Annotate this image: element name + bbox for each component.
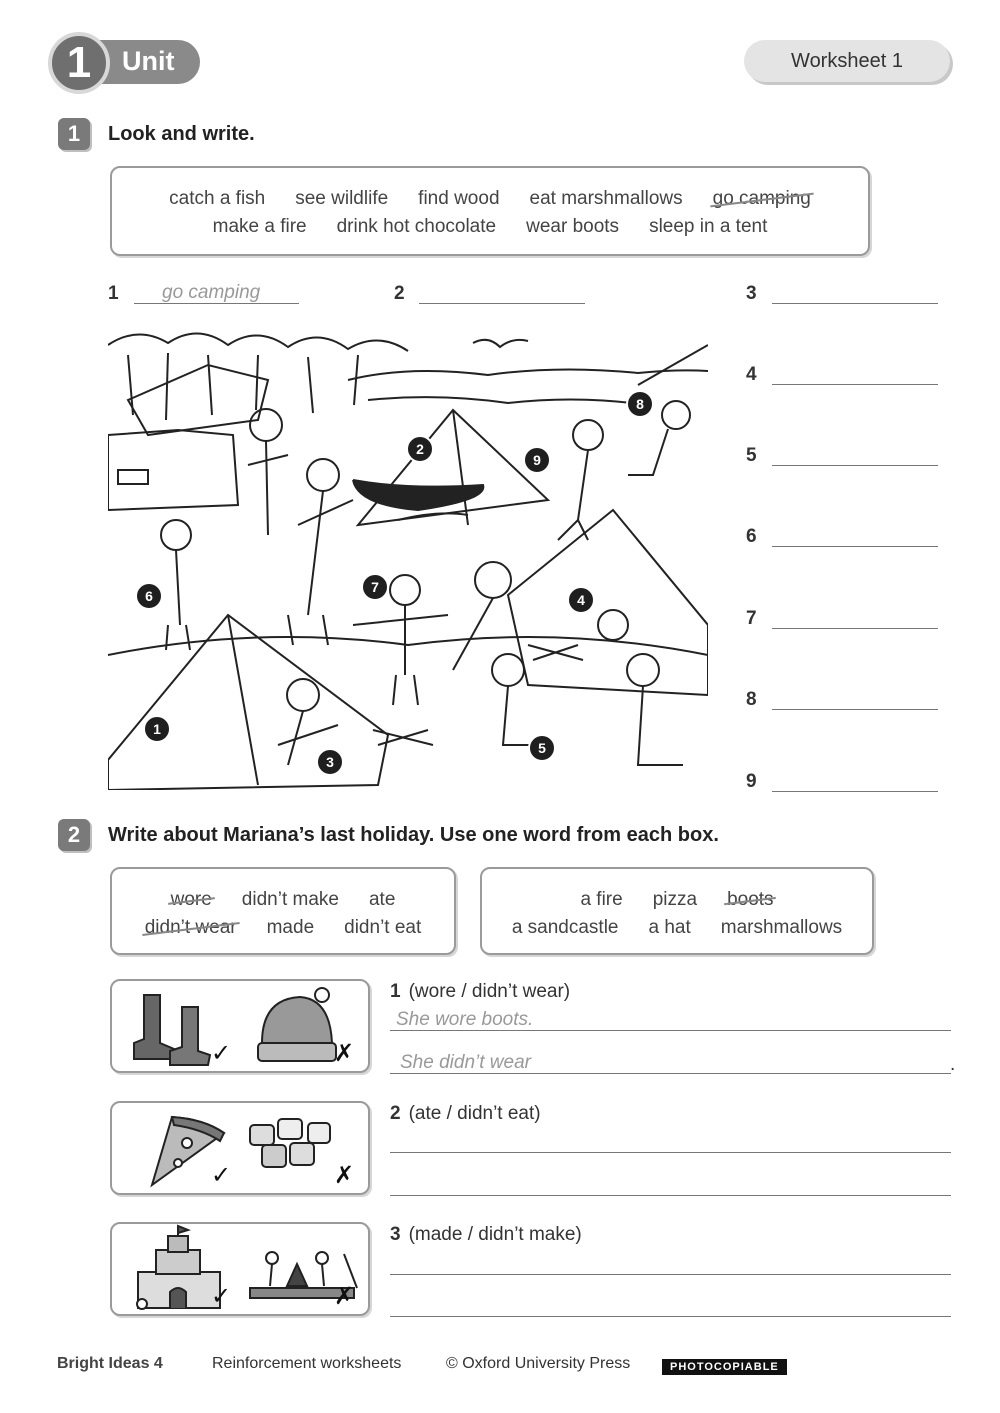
item-3-number: 3 (390, 1224, 401, 1245)
verb-box-row-1 (112, 889, 454, 911)
footer-series: Reinforcement worksheets (212, 1355, 402, 1372)
word-box-row-2 (112, 216, 868, 238)
verb-didnt-eat: didn’t eat (344, 917, 422, 938)
noun-marshmallows: marshmallows (720, 917, 843, 938)
noun-a-hat: a hat (648, 917, 691, 938)
item-1-example-line-2: She didn’t wear (400, 1052, 531, 1073)
word-catch-a-fish: catch a fish (169, 188, 266, 209)
answer-5-line[interactable] (772, 465, 938, 466)
word-drink-hot-chocolate: drink hot chocolate (336, 216, 497, 237)
exercise-1-title: Look and write. (108, 123, 255, 145)
item-2-cross-mark: ✗ (334, 1162, 355, 1189)
item-1-prompt-text: (wore / didn’t wear) (408, 981, 571, 1002)
noun-a-fire: a fire (580, 889, 623, 910)
item-3-prompt (390, 1224, 582, 1246)
picture-label-8: 8 (626, 390, 654, 418)
answer-3-number: 3 (746, 283, 757, 304)
noun-boots-crossed: boots (727, 889, 774, 910)
word-sleep-in-a-tent: sleep in a tent (649, 216, 768, 237)
sandcastle-and-campfire-drawing (112, 1224, 367, 1314)
answer-8-line[interactable] (772, 709, 938, 710)
exercise-2-number: 2 (58, 819, 90, 851)
picture-label-9: 9 (523, 446, 551, 474)
answer-9-line[interactable] (772, 791, 938, 792)
item-2-picture-box (110, 1101, 370, 1195)
item-3-cross-mark: ✗ (334, 1283, 355, 1310)
verb-wore-crossed: wore (170, 889, 212, 910)
item-1-prompt (390, 981, 570, 1003)
unit-number-badge (48, 32, 110, 94)
answer-5-number: 5 (746, 445, 757, 466)
picture-label-1: 1 (143, 715, 171, 743)
noun-box (480, 867, 874, 955)
camping-scene-svg (108, 325, 708, 790)
item-1-cross-mark: ✗ (334, 1040, 355, 1067)
picture-label-5: 5 (528, 734, 556, 762)
verb-didnt-wear-crossed: didn’t wear (144, 917, 237, 938)
item-2-answer-line-1[interactable] (390, 1152, 951, 1153)
item-3-answer-line-2[interactable] (390, 1316, 951, 1317)
worksheet-label: Worksheet 1 (791, 49, 903, 72)
word-make-a-fire: make a fire (212, 216, 307, 237)
footer-brand: Bright Ideas 4 (57, 1355, 163, 1372)
word-box-row-1 (112, 188, 868, 210)
answer-2-number: 2 (394, 283, 405, 304)
answer-7-line[interactable] (772, 628, 938, 629)
worksheet-tag (744, 40, 950, 82)
item-1-answer-line-1[interactable] (390, 1030, 951, 1031)
exercise-2-title: Write about Mariana’s last holiday. Use one word from each box. (108, 824, 719, 846)
item-2-answer-line-2[interactable] (390, 1195, 951, 1196)
item-2-prompt-text: (ate / didn’t eat) (408, 1103, 541, 1124)
word-go-camping-crossed: go camping (712, 188, 811, 209)
verb-ate: ate (368, 889, 396, 910)
answer-4-number: 4 (746, 364, 757, 385)
word-see-wildlife: see wildlife (295, 188, 389, 209)
item-1-example-line-1: She wore boots. (396, 1009, 534, 1030)
answer-7-number: 7 (746, 608, 757, 629)
noun-pizza: pizza (652, 889, 698, 910)
picture-label-2: 2 (406, 435, 434, 463)
answer-1-number: 1 (108, 283, 119, 304)
verb-box-row-2 (112, 917, 454, 939)
picture-label-3: 3 (316, 748, 344, 776)
noun-box-row-1 (482, 889, 872, 911)
item-3-tick-mark: ✓ (211, 1283, 232, 1310)
item-2-number: 2 (390, 1103, 401, 1124)
item-3-prompt-text: (made / didn’t make) (408, 1224, 582, 1245)
item-2-prompt (390, 1103, 541, 1125)
answer-9-number: 9 (746, 771, 757, 792)
answer-6-number: 6 (746, 526, 757, 547)
verb-didnt-make: didn’t make (241, 889, 339, 910)
unit-label: Unit (122, 46, 175, 76)
noun-box-row-2 (482, 917, 872, 939)
answer-6-line[interactable] (772, 546, 938, 547)
verb-made: made (266, 917, 315, 938)
item-1-tick-mark: ✓ (211, 1040, 232, 1067)
footer-copyright: © Oxford University Press (446, 1355, 631, 1372)
photocopiable-stamp: PHOTOCOPIABLE (662, 1359, 787, 1375)
camping-scene-illustration (108, 325, 708, 790)
answer-3-line[interactable] (772, 303, 938, 304)
word-wear-boots: wear boots (526, 216, 620, 237)
item-1-number: 1 (390, 981, 401, 1002)
verb-box (110, 867, 456, 955)
answer-8-number: 8 (746, 689, 757, 710)
noun-a-sandcastle: a sandcastle (511, 917, 619, 938)
answer-2-line[interactable] (419, 303, 585, 304)
exercise-1-number: 1 (58, 118, 90, 150)
answer-4-line[interactable] (772, 384, 938, 385)
word-find-wood: find wood (418, 188, 500, 209)
unit-number: 1 (66, 38, 92, 87)
picture-label-4: 4 (567, 586, 595, 614)
picture-label-6: 6 (135, 582, 163, 610)
answer-1-example: go camping (162, 282, 261, 303)
exercise-1-word-box (110, 166, 870, 256)
pizza-and-marshmallows-drawing (112, 1103, 367, 1193)
word-eat-marshmallows: eat marshmallows (529, 188, 683, 209)
item-1-answer-line-2[interactable] (390, 1073, 951, 1074)
picture-label-7: 7 (361, 573, 389, 601)
item-1-end-period: . (950, 1054, 956, 1075)
item-3-answer-line-1[interactable] (390, 1274, 951, 1275)
item-2-tick-mark: ✓ (211, 1162, 232, 1189)
boots-and-hat-drawing (112, 981, 367, 1071)
item-1-picture-box (110, 979, 370, 1073)
item-3-picture-box (110, 1222, 370, 1316)
